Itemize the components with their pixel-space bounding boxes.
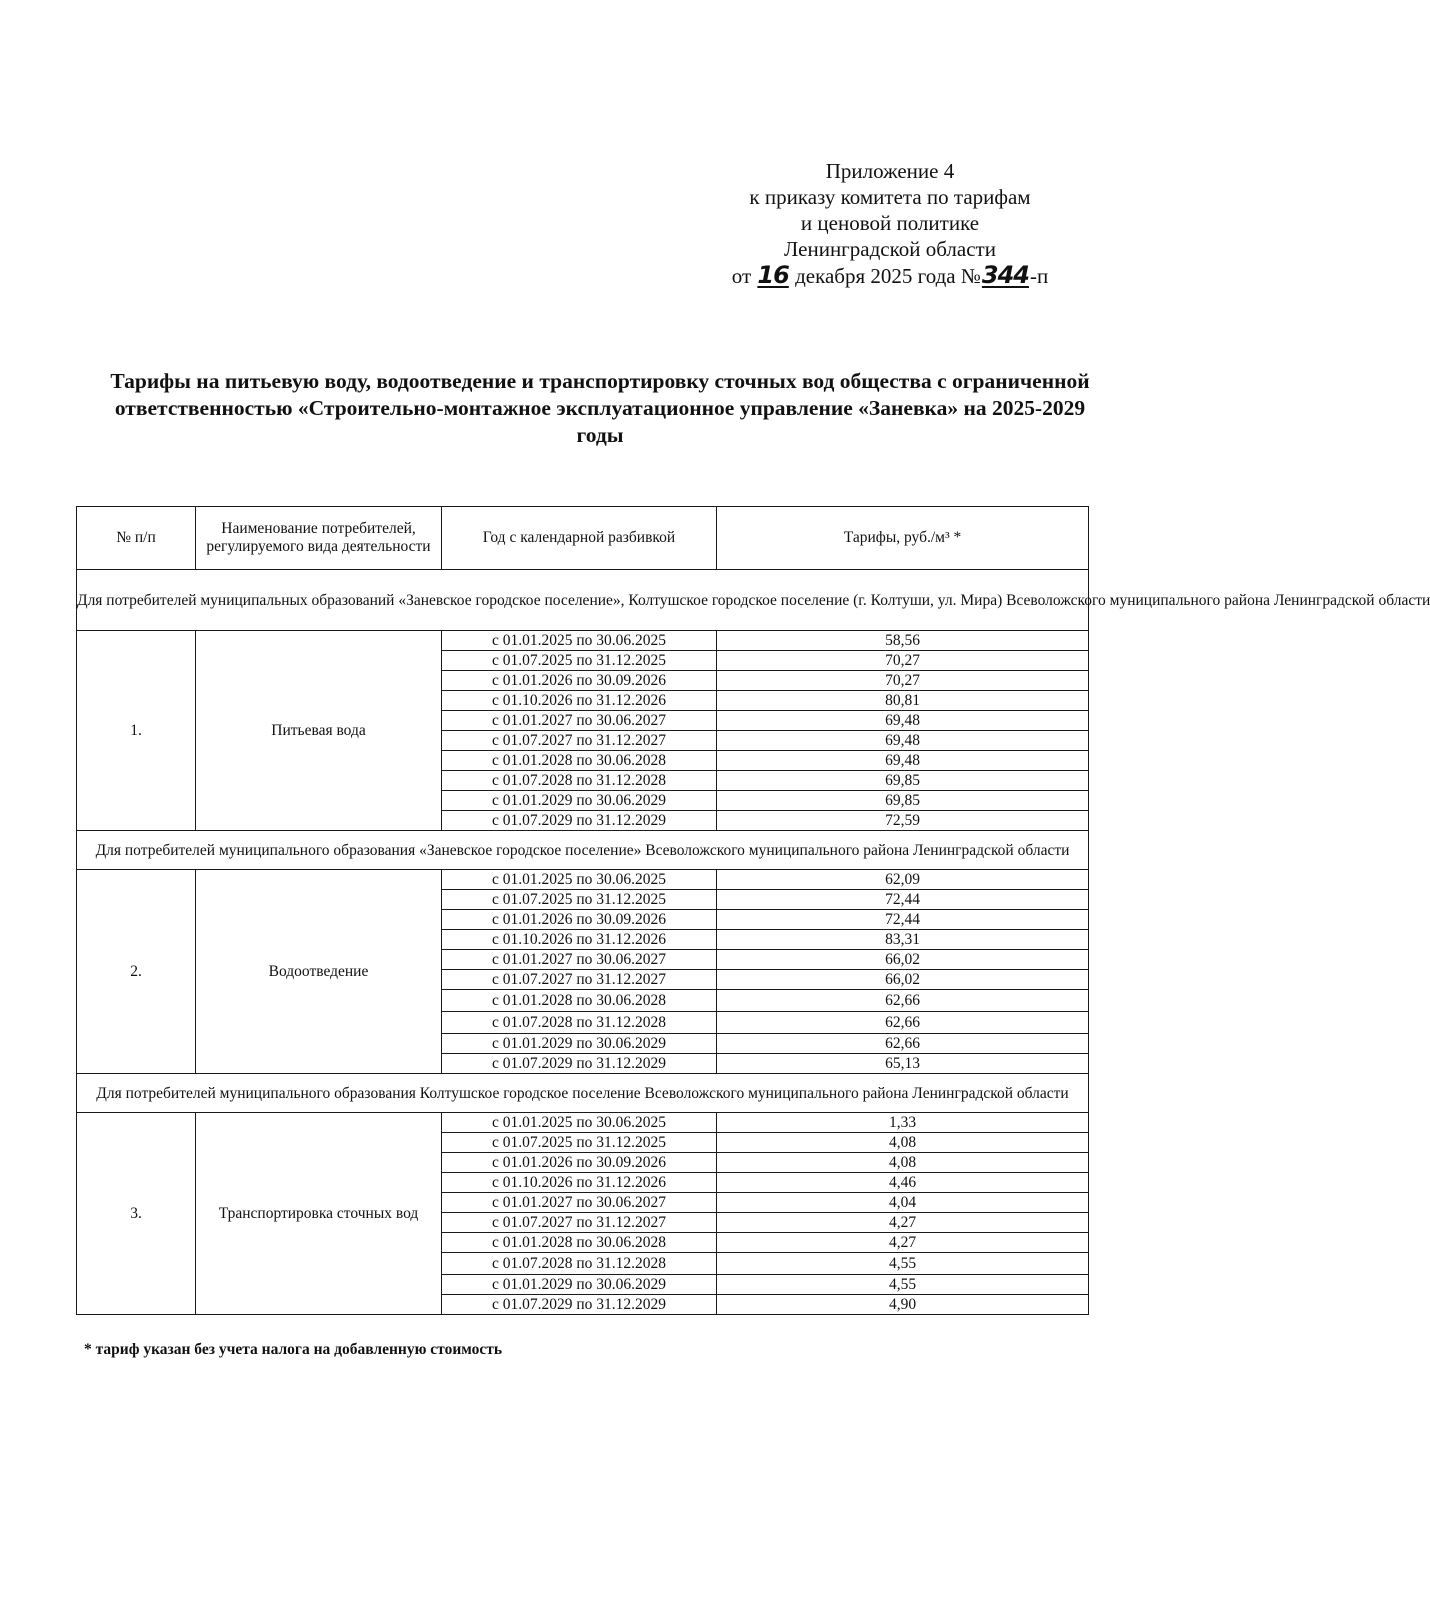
rate-cell: 69,48	[717, 751, 1089, 771]
rate-cell: 72,44	[717, 910, 1089, 930]
period-cell: с 01.01.2029 по 30.06.2029	[442, 1034, 717, 1054]
appendix-region-line: Ленинградской области	[784, 237, 996, 261]
period-cell: с 01.01.2029 по 30.06.2029	[442, 791, 717, 811]
period-cell: с 01.07.2029 по 31.12.2029	[442, 1295, 717, 1315]
appendix-committee-line: и ценовой политике	[800, 211, 980, 235]
period-cell: с 01.07.2027 по 31.12.2027	[442, 1213, 717, 1233]
rate-cell: 4,08	[717, 1133, 1089, 1153]
consumer-group-row	[77, 1074, 1089, 1113]
period-cell: с 01.01.2027 по 30.06.2027	[442, 950, 717, 970]
rate-cell: 69,48	[717, 731, 1089, 751]
rate-cell: 66,02	[717, 970, 1089, 990]
row-number: 3.	[77, 1113, 196, 1315]
footnote: * тариф указан без учета налога на добавленную стоимость	[84, 1341, 503, 1358]
period-cell: с 01.01.2029 по 30.06.2029	[442, 1275, 717, 1295]
rate-cell: 62,66	[717, 1012, 1089, 1034]
row-number: 2.	[77, 870, 196, 1074]
rate-cell: 65,13	[717, 1054, 1089, 1074]
rate-cell: 4,46	[717, 1173, 1089, 1193]
order-day: 16	[757, 261, 789, 289]
period-cell: с 01.07.2028 по 31.12.2028	[442, 1253, 717, 1275]
period-cell: с 01.01.2028 по 30.06.2028	[442, 990, 717, 1012]
period-cell: с 01.01.2027 по 30.06.2027	[442, 1193, 717, 1213]
rate-cell: 4,08	[717, 1153, 1089, 1173]
header-num: № п/п	[77, 507, 196, 570]
period-cell: с 01.01.2025 по 30.06.2025	[442, 1113, 717, 1133]
consumer-group-label: Для потребителей муниципального образования Колтушское городское поселение Всеволожского муниципального района Ленинградской области	[77, 1074, 1089, 1113]
header-rate: Тарифы, руб./м³ *	[717, 507, 1089, 570]
period-cell: с 01.07.2028 по 31.12.2028	[442, 1012, 717, 1034]
rate-cell: 4,27	[717, 1213, 1089, 1233]
consumer-group-row	[77, 831, 1089, 870]
header-name: Наименование потребителей, регулируемого вида деятельности	[196, 507, 442, 570]
rate-cell: 4,90	[717, 1295, 1089, 1315]
period-cell: с 01.01.2028 по 30.06.2028	[442, 1233, 717, 1253]
period-cell: с 01.07.2028 по 31.12.2028	[442, 771, 717, 791]
rate-cell: 80,81	[717, 691, 1089, 711]
period-cell: с 01.07.2027 по 31.12.2027	[442, 970, 717, 990]
activity-name: Питьевая вода	[196, 631, 442, 831]
date-middle: декабря 2025 года №	[795, 264, 981, 288]
date-prefix: от	[731, 264, 752, 288]
period-cell: с 01.07.2025 по 31.12.2025	[442, 651, 717, 671]
table-header-row	[77, 507, 1089, 570]
rate-cell: 69,85	[717, 791, 1089, 811]
rate-cell: 62,66	[717, 1034, 1089, 1054]
rate-cell: 4,27	[717, 1233, 1089, 1253]
appendix-order-line: к приказу комитета по тарифам	[749, 185, 1031, 209]
consumer-group-label: Для потребителей муниципальных образований «Заневское городское поселение», Колтушское городское поселение (г. Колтуши, ул. Мира) Всеволожского муниципального района Ленинградской области	[77, 570, 1089, 631]
order-number-suffix: -п	[1030, 264, 1049, 288]
period-cell: с 01.01.2027 по 30.06.2027	[442, 711, 717, 731]
appendix-title: Приложение 4	[825, 159, 955, 183]
rate-cell: 83,31	[717, 930, 1089, 950]
rate-cell: 4,04	[717, 1193, 1089, 1213]
order-number: 344	[981, 261, 1030, 289]
rate-cell: 66,02	[717, 950, 1089, 970]
rate-cell: 58,56	[717, 631, 1089, 651]
period-cell: с 01.07.2027 по 31.12.2027	[442, 731, 717, 751]
appendix-block	[700, 158, 1080, 289]
consumer-group-label: Для потребителей муниципального образования «Заневское городское поселение» Всеволожского муниципального района Ленинградской области	[77, 831, 1089, 870]
period-cell: с 01.07.2029 по 31.12.2029	[442, 811, 717, 831]
activity-name: Транспортировка сточных вод	[196, 1113, 442, 1315]
period-cell: с 01.07.2025 по 31.12.2025	[442, 1133, 717, 1153]
rate-cell: 72,44	[717, 890, 1089, 910]
period-cell: с 01.01.2025 по 30.06.2025	[442, 870, 717, 890]
activity-name: Водоотведение	[196, 870, 442, 1074]
table-row	[77, 870, 1089, 890]
rate-cell: 62,66	[717, 990, 1089, 1012]
period-cell: с 01.01.2025 по 30.06.2025	[442, 631, 717, 651]
rate-cell: 4,55	[717, 1275, 1089, 1295]
rate-cell: 69,48	[717, 711, 1089, 731]
document-title: Тарифы на питьевую воду, водоотведение и транспортировку сточных вод общества с ограниченной ответственностью «Строительно-монтажное эксплуатационное управление «Заневка» на 2025-2029 годы	[110, 369, 1090, 447]
rate-cell: 4,55	[717, 1253, 1089, 1275]
rate-cell: 1,33	[717, 1113, 1089, 1133]
consumer-group-row	[77, 570, 1089, 631]
period-cell: с 01.10.2026 по 31.12.2026	[442, 930, 717, 950]
appendix-date-line	[700, 262, 1080, 289]
period-cell: с 01.01.2028 по 30.06.2028	[442, 751, 717, 771]
table-body	[77, 570, 1430, 1315]
period-cell: с 01.01.2026 по 30.09.2026	[442, 671, 717, 691]
header-period: Год с календарной разбивкой	[442, 507, 717, 570]
period-cell: с 01.10.2026 по 31.12.2026	[442, 1173, 717, 1193]
table-row	[77, 631, 1089, 651]
tariff-table	[76, 506, 1430, 1315]
period-cell: с 01.07.2025 по 31.12.2025	[442, 890, 717, 910]
period-cell: с 01.10.2026 по 31.12.2026	[442, 691, 717, 711]
table-row	[77, 1113, 1089, 1133]
rate-cell: 70,27	[717, 651, 1089, 671]
rate-cell: 69,85	[717, 771, 1089, 791]
rate-cell: 72,59	[717, 811, 1089, 831]
row-number: 1.	[77, 631, 196, 831]
period-cell: с 01.07.2029 по 31.12.2029	[442, 1054, 717, 1074]
period-cell: с 01.01.2026 по 30.09.2026	[442, 910, 717, 930]
period-cell: с 01.01.2026 по 30.09.2026	[442, 1153, 717, 1173]
rate-cell: 62,09	[717, 870, 1089, 890]
rate-cell: 70,27	[717, 671, 1089, 691]
